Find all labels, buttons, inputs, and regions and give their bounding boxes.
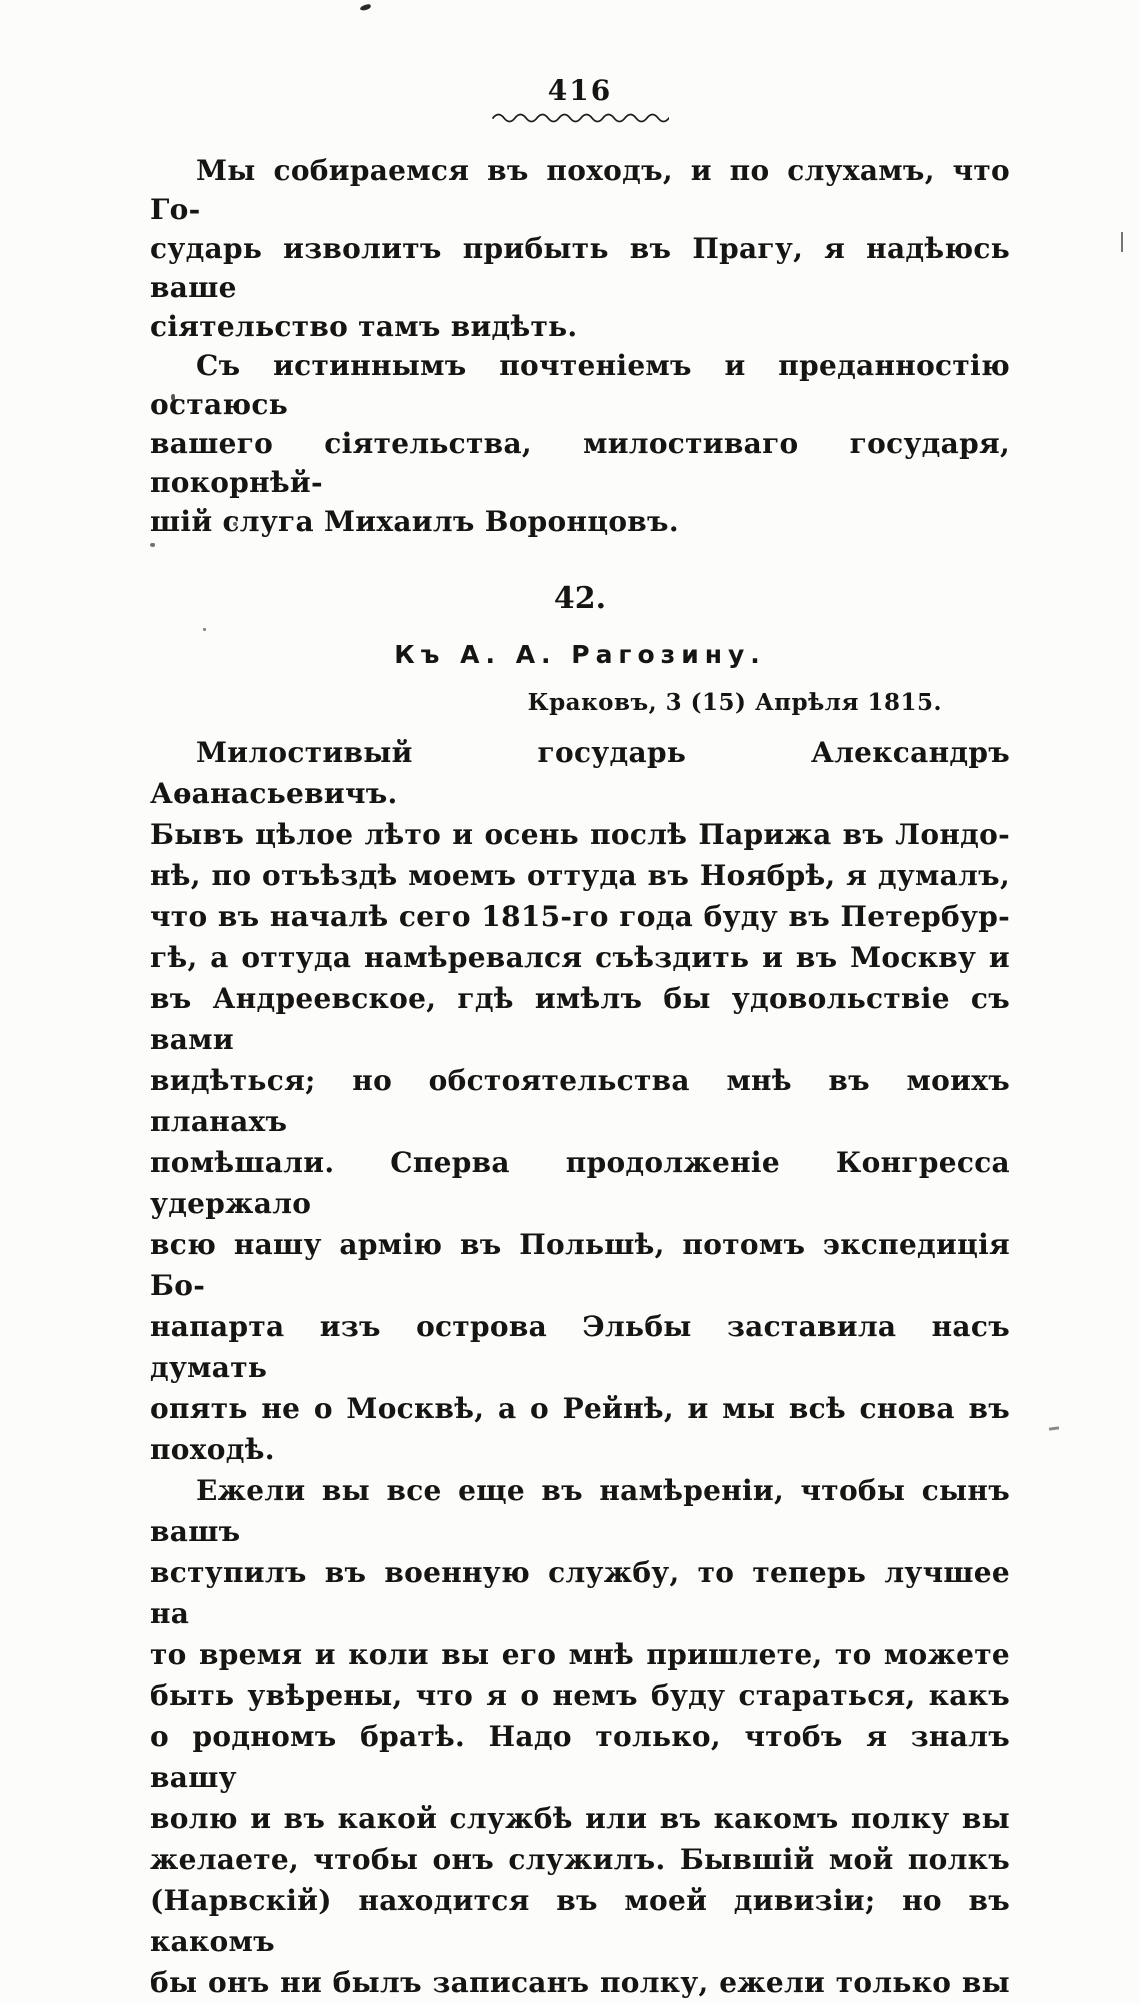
paragraph (150, 732, 1010, 1470)
text-line: въ Андреевское, гдѣ имѣлъ бы удовольствіе съ вами (150, 982, 1010, 1056)
text-line: то время и коли вы его мнѣ пришлете, то можете (150, 1638, 1010, 1671)
text-line: походѣ. (150, 1433, 275, 1466)
text-line: видѣться; но обстоятельства мнѣ въ моихъ планахъ (150, 1064, 1010, 1138)
text-line: сіятельство тамъ видѣть. (150, 310, 578, 343)
text-line: что въ началѣ сего 1815-го года буду въ Петербур- (150, 900, 1010, 933)
text-line: гѣ, а оттуда намѣревался съѣздить и въ Москву и (150, 941, 1010, 974)
text-line: шій слуга Михаилъ Воронцовъ. (150, 505, 679, 538)
text-line: всю нашу армію въ Польшѣ, потомъ экспедиція Бо- (150, 1228, 1010, 1302)
text-line: помѣшали. Сперва продолженіе Конгресса удержало (150, 1146, 1010, 1220)
text-line: желаете, чтобы онъ служилъ. Бывшій мой полкъ (150, 1843, 1010, 1876)
paragraph (150, 1470, 1010, 2003)
text-line: Мы собираемся въ походъ, и по слухамъ, что Го- (150, 154, 1010, 226)
letter-number: 42. (553, 581, 607, 616)
text-line: опять не о Москвѣ, а о Рейнѣ, и мы всѣ снова въ (150, 1392, 1010, 1425)
text-line: волю и въ какой службѣ или въ какомъ полку вы (150, 1802, 1010, 1835)
margin-tick (1121, 232, 1123, 252)
text-line: вступилъ въ военную службу, то теперь лучшее на (150, 1556, 1010, 1630)
text-line: бы онъ ни былъ записанъ полку, ежели только вы (150, 1966, 1010, 1999)
letter-dateline: Краковъ, 3 (15) Апрѣля 1815. (527, 689, 942, 716)
previous-letter-end (150, 151, 1010, 541)
text-line: быть увѣрены, что я о немъ буду стараться, какъ (150, 1679, 1010, 1712)
margin-tick (1049, 1426, 1059, 1430)
text-line: Ежели вы все еще въ намѣреніи, чтобы сынъ вашъ (150, 1474, 1010, 1548)
page-number: 416 (547, 74, 613, 107)
paragraph (150, 346, 1010, 541)
text-line: (Нарвскій) находится въ моей дивизіи; но въ какомъ (150, 1884, 1010, 1958)
text-line: напарта изъ острова Эльбы заставила насъ думать (150, 1310, 1010, 1384)
paragraph (150, 151, 1010, 346)
text-line: Съ истиннымъ почтеніемъ и преданностію остаюсь (150, 349, 1010, 421)
letter-recipient-heading: Къ А. А. Рагозину. (394, 640, 766, 669)
letter-body (150, 732, 1010, 2003)
text-line: Бывъ цѣлое лѣто и осень послѣ Парижа въ Лондо- (150, 818, 1010, 851)
text-line: о родномъ братѣ. Надо только, чтобъ я зналъ вашу (150, 1720, 1010, 1794)
text-line: нѣ, по отъѣздѣ моемъ оттуда въ Ноябрѣ, я думалъ, (150, 859, 1010, 892)
squiggle-divider-icon (150, 109, 1010, 125)
text-line: Милостивый государь Александръ Аѳанасьевичъ. (150, 736, 1010, 810)
text-line: вашего сіятельства, милостиваго государя, покорнѣй- (150, 427, 1010, 499)
text-column (150, 0, 1010, 2003)
text-line: сударь изволитъ прибыть въ Прагу, я надѣюсь ваше (150, 232, 1010, 304)
